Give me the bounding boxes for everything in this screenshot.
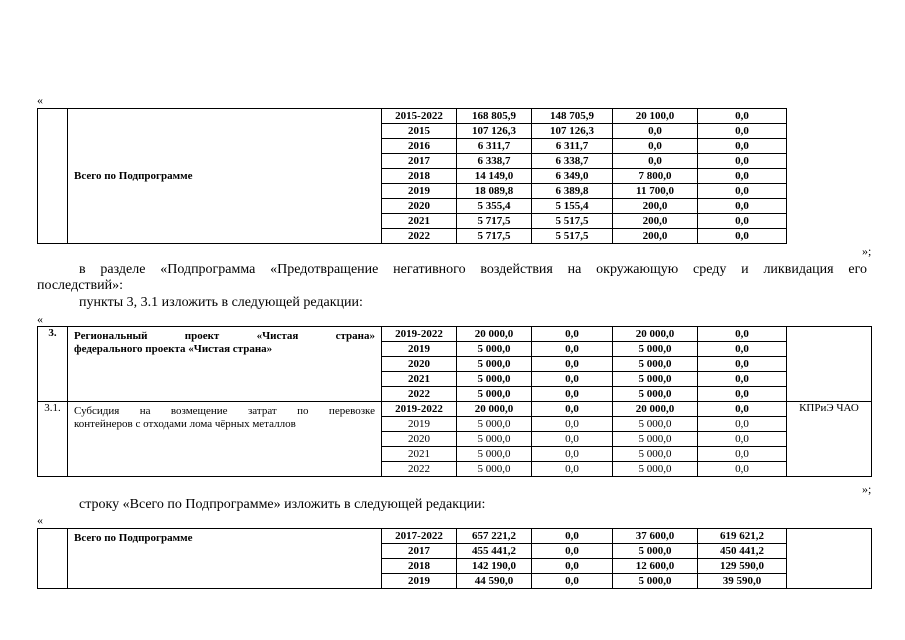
value-cell: 0,0	[698, 417, 787, 432]
row-number-cell	[38, 109, 68, 244]
value-cell: 0,0	[698, 327, 787, 342]
value-cell: 2017	[382, 154, 457, 169]
value-cell: 2020	[382, 199, 457, 214]
value-cell: 5 000,0	[457, 447, 532, 462]
value-cell: 0,0	[698, 372, 787, 387]
paragraph-section-intro: в разделе «Подпрограмма «Предотвращение негативного воздействия на окружающую среду и ликвидация его	[79, 262, 867, 277]
value-cell: 2018	[382, 169, 457, 184]
value-cell: 0,0	[532, 417, 613, 432]
value-cell: 0,0	[698, 357, 787, 372]
subprogram-label: Всего по Подпрограмме	[68, 529, 382, 589]
value-cell: 0,0	[698, 447, 787, 462]
value-cell: 5 000,0	[613, 417, 698, 432]
value-cell: 657 221,2	[457, 529, 532, 544]
value-cell: 5 000,0	[457, 372, 532, 387]
value-cell: 0,0	[532, 342, 613, 357]
executor-cell: КПРиЭ ЧАО	[787, 402, 872, 477]
subprogram-label: Всего по Подпрограмме	[68, 109, 382, 244]
value-cell: 5 000,0	[457, 417, 532, 432]
value-cell: 0,0	[532, 327, 613, 342]
value-cell: 129 590,0	[698, 559, 787, 574]
value-cell: 2019-2022	[382, 327, 457, 342]
value-cell: 2019	[382, 417, 457, 432]
value-cell: 450 441,2	[698, 544, 787, 559]
opening-quote-3: «	[37, 513, 43, 527]
table-row	[38, 327, 872, 342]
value-cell: 107 126,3	[457, 124, 532, 139]
value-cell: 0,0	[613, 124, 698, 139]
value-cell: 12 600,0	[613, 559, 698, 574]
value-cell: 0,0	[532, 544, 613, 559]
value-cell: 6 338,7	[457, 154, 532, 169]
value-cell: 5 000,0	[613, 432, 698, 447]
value-cell: 0,0	[532, 372, 613, 387]
value-cell: 0,0	[532, 462, 613, 477]
paragraph-total-intro: строку «Всего по Подпрограмме» изложить в следующей редакции:	[79, 497, 486, 512]
paragraph-section-intro-cont: последствий»:	[37, 278, 124, 293]
item-label	[68, 327, 382, 402]
value-cell: 200,0	[613, 229, 698, 244]
opening-quote-2: «	[37, 312, 43, 326]
closing-quote-2: »;	[862, 482, 872, 496]
value-cell: 107 126,3	[532, 124, 613, 139]
value-cell: 5 717,5	[457, 214, 532, 229]
value-cell: 0,0	[613, 154, 698, 169]
item-label	[68, 402, 382, 477]
value-cell: 0,0	[698, 184, 787, 199]
value-cell: 2015-2022	[382, 109, 457, 124]
executor-cell	[787, 529, 872, 589]
value-cell: 5 517,5	[532, 229, 613, 244]
value-cell: 0,0	[698, 387, 787, 402]
value-cell: 20 000,0	[613, 402, 698, 417]
value-cell: 200,0	[613, 199, 698, 214]
value-cell: 5 517,5	[532, 214, 613, 229]
value-cell: 5 000,0	[457, 462, 532, 477]
value-cell: 0,0	[532, 357, 613, 372]
value-cell: 0,0	[532, 574, 613, 589]
value-cell: 5 000,0	[457, 357, 532, 372]
value-cell: 44 590,0	[457, 574, 532, 589]
value-cell: 6 338,7	[532, 154, 613, 169]
value-cell: 14 149,0	[457, 169, 532, 184]
value-cell: 5 000,0	[613, 462, 698, 477]
value-cell: 37 600,0	[613, 529, 698, 544]
item-number: 3.1.	[38, 402, 68, 477]
value-cell: 619 621,2	[698, 529, 787, 544]
value-cell: 2021	[382, 447, 457, 462]
executor-cell	[787, 327, 872, 402]
value-cell: 2015	[382, 124, 457, 139]
value-cell: 5 000,0	[613, 372, 698, 387]
row-number-cell	[38, 529, 68, 589]
value-cell: 20 100,0	[613, 109, 698, 124]
value-cell: 5 000,0	[613, 342, 698, 357]
value-cell: 2019	[382, 342, 457, 357]
value-cell: 5 000,0	[457, 342, 532, 357]
value-cell: 5 000,0	[613, 387, 698, 402]
value-cell: 455 441,2	[457, 544, 532, 559]
item-number: 3.	[38, 327, 68, 402]
value-cell: 0,0	[698, 462, 787, 477]
value-cell: 6 311,7	[457, 139, 532, 154]
value-cell: 2016	[382, 139, 457, 154]
value-cell: 6 389,8	[532, 184, 613, 199]
value-cell: 2020	[382, 432, 457, 447]
value-cell: 0,0	[698, 139, 787, 154]
item-label-line: федерального проекта «Чистая страна»	[74, 343, 273, 355]
value-cell: 0,0	[698, 154, 787, 169]
value-cell: 5 155,4	[532, 199, 613, 214]
value-cell: 20 000,0	[457, 402, 532, 417]
table-row	[38, 402, 872, 417]
value-cell: 148 705,9	[532, 109, 613, 124]
value-cell: 0,0	[698, 432, 787, 447]
value-cell: 0,0	[698, 199, 787, 214]
value-cell: 2021	[382, 214, 457, 229]
opening-quote-1: «	[37, 93, 43, 107]
value-cell: 0,0	[698, 124, 787, 139]
value-cell: 0,0	[532, 529, 613, 544]
value-cell: 5 000,0	[457, 432, 532, 447]
value-cell: 0,0	[532, 402, 613, 417]
item-label-line: Субсидия на возмещение затрат по перевозке	[74, 405, 375, 417]
value-cell: 5 000,0	[457, 387, 532, 402]
value-cell: 2020	[382, 357, 457, 372]
value-cell: 142 190,0	[457, 559, 532, 574]
value-cell: 0,0	[698, 402, 787, 417]
value-cell: 2022	[382, 462, 457, 477]
item-label-line: Региональный проект «Чистая страна»	[74, 330, 375, 342]
value-cell: 20 000,0	[613, 327, 698, 342]
value-cell: 5 717,5	[457, 229, 532, 244]
paragraph-items-intro: пункты 3, 3.1 изложить в следующей редакции:	[79, 295, 363, 310]
value-cell: 18 089,8	[457, 184, 532, 199]
value-cell: 0,0	[698, 229, 787, 244]
value-cell: 0,0	[532, 447, 613, 462]
value-cell: 2019	[382, 574, 457, 589]
value-cell: 39 590,0	[698, 574, 787, 589]
value-cell: 5 000,0	[613, 544, 698, 559]
value-cell: 0,0	[698, 342, 787, 357]
value-cell: 11 700,0	[613, 184, 698, 199]
value-cell: 0,0	[698, 214, 787, 229]
value-cell: 2021	[382, 372, 457, 387]
value-cell: 2017	[382, 544, 457, 559]
subprogram-total-table-1	[37, 108, 787, 244]
closing-quote-1: »;	[862, 244, 872, 258]
value-cell: 0,0	[698, 169, 787, 184]
value-cell: 0,0	[698, 109, 787, 124]
item-label-line: контейнеров с отходами лома чёрных металлов	[74, 418, 296, 430]
value-cell: 5 000,0	[613, 447, 698, 462]
value-cell: 0,0	[532, 387, 613, 402]
value-cell: 200,0	[613, 214, 698, 229]
value-cell: 7 800,0	[613, 169, 698, 184]
value-cell: 5 355,4	[457, 199, 532, 214]
table-row	[38, 109, 787, 124]
value-cell: 2022	[382, 229, 457, 244]
value-cell: 2018	[382, 559, 457, 574]
value-cell: 5 000,0	[613, 357, 698, 372]
value-cell: 20 000,0	[457, 327, 532, 342]
table-row	[38, 529, 872, 544]
value-cell: 5 000,0	[613, 574, 698, 589]
value-cell: 168 805,9	[457, 109, 532, 124]
value-cell: 2019-2022	[382, 402, 457, 417]
value-cell: 2022	[382, 387, 457, 402]
value-cell: 0,0	[532, 432, 613, 447]
items-table	[37, 326, 872, 477]
subprogram-total-table-2	[37, 528, 872, 589]
value-cell: 2019	[382, 184, 457, 199]
value-cell: 0,0	[532, 559, 613, 574]
value-cell: 6 311,7	[532, 139, 613, 154]
value-cell: 0,0	[613, 139, 698, 154]
value-cell: 2017-2022	[382, 529, 457, 544]
value-cell: 6 349,0	[532, 169, 613, 184]
